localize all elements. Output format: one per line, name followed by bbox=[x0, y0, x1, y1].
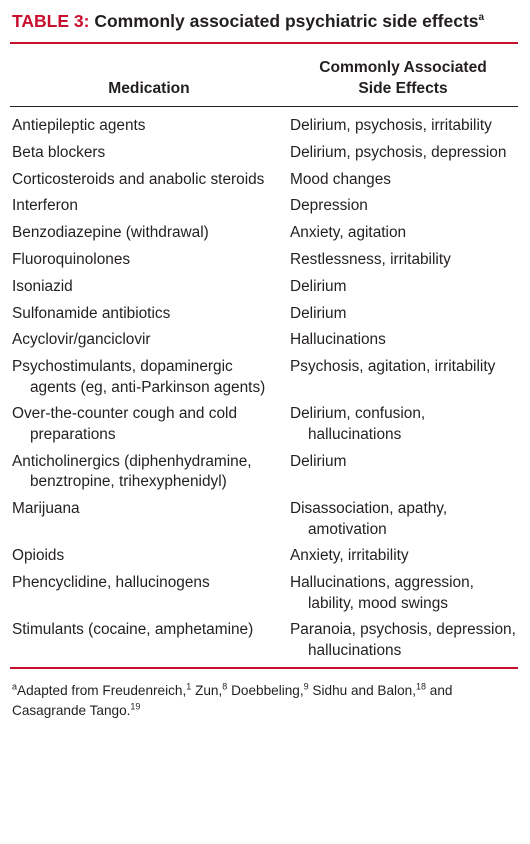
table-row bbox=[10, 277, 518, 304]
medication-cell: Stimulants (cocaine, amphetamine) bbox=[12, 621, 254, 639]
medication-cell: Fluoroquinolones bbox=[12, 250, 131, 268]
side-effects-cell: Delirium, psychosis, irritability bbox=[290, 117, 492, 134]
side-effects-cell: Anxiety, agitation bbox=[290, 224, 407, 242]
side-effects-cell: Delirium, psychosis, depression bbox=[290, 143, 507, 161]
table-row bbox=[10, 546, 518, 573]
medication-cell: Corticosteroids and anabolic steroids bbox=[12, 170, 265, 188]
table-row bbox=[10, 196, 518, 223]
footnote-ref: 1 bbox=[186, 681, 192, 692]
medication-cell: Anticholinergics (diphenhydramine, benztropine, trihexyphenidyl) bbox=[12, 452, 252, 491]
medication-cell: Benzodiazepine (withdrawal) bbox=[12, 224, 209, 242]
footnote-text: Doebbeling, bbox=[227, 683, 304, 699]
header-side-effects bbox=[288, 44, 518, 107]
header-medication: Medication bbox=[108, 80, 190, 97]
table-row bbox=[10, 304, 518, 331]
footnote-text: and Casagrande Tango. bbox=[12, 683, 453, 718]
footnote-marker: a bbox=[12, 681, 18, 692]
table-label: TABLE 3: bbox=[12, 11, 90, 31]
side-effects-cell: Restlessness, irritability bbox=[290, 250, 451, 268]
medication-cell: Interferon bbox=[12, 197, 78, 215]
side-effects-cell: Anxiety, irritability bbox=[290, 547, 409, 565]
footnote-text: Zun, bbox=[191, 683, 223, 699]
table-row bbox=[10, 223, 518, 250]
side-effects-cell: Paranoia, psychosis, depression, hallucinations bbox=[290, 621, 516, 659]
footnote-text: Sidhu and Balon, bbox=[308, 683, 416, 699]
medication-cell: Opioids bbox=[12, 547, 65, 565]
header-side-effects-line2: Side Effects bbox=[358, 80, 448, 97]
table-row bbox=[10, 170, 518, 197]
table-row bbox=[10, 573, 518, 620]
table-row bbox=[10, 620, 518, 665]
table-row bbox=[10, 499, 518, 546]
medication-cell: Phencyclidine, hallucinogens bbox=[12, 574, 210, 592]
medication-cell: Acyclovir/ganciclovir bbox=[12, 331, 151, 349]
table-row bbox=[10, 452, 518, 499]
side-effects-table bbox=[10, 44, 518, 665]
table-title bbox=[10, 10, 518, 32]
header-side-effects-line1: Commonly Associated bbox=[319, 59, 487, 76]
medication-cell: Antiepileptic agents bbox=[12, 117, 146, 134]
side-effects-cell: Disassociation, apathy, amotivation bbox=[290, 500, 448, 538]
table-body bbox=[10, 107, 518, 666]
table-footnote bbox=[10, 669, 518, 720]
title-footnote-marker: a bbox=[478, 12, 485, 24]
table-title-text: Commonly associated psychiatric side effects bbox=[94, 11, 479, 31]
table-row bbox=[10, 143, 518, 170]
table-row bbox=[10, 357, 518, 404]
side-effects-cell: Delirium bbox=[290, 452, 347, 470]
side-effects-cell: Hallucinations, aggression, lability, mood swings bbox=[290, 574, 474, 612]
medication-cell: Isoniazid bbox=[12, 277, 73, 295]
footnote-ref: 18 bbox=[415, 681, 426, 692]
medication-cell: Sulfonamide antibiotics bbox=[12, 304, 171, 322]
table-row bbox=[10, 330, 518, 357]
table-3 bbox=[10, 10, 518, 720]
side-effects-cell: Depression bbox=[290, 197, 368, 215]
side-effects-cell: Delirium, confusion, hallucinations bbox=[290, 405, 426, 443]
footnote-text: Adapted from Freudenreich, bbox=[17, 683, 187, 699]
footnote-ref: 19 bbox=[130, 701, 141, 712]
side-effects-cell: Delirium bbox=[290, 304, 347, 322]
table-row bbox=[10, 404, 518, 451]
header-row bbox=[10, 44, 518, 107]
medication-cell: Marijuana bbox=[12, 500, 80, 518]
side-effects-cell: Psychosis, agitation, irritability bbox=[290, 358, 496, 376]
table-row bbox=[10, 250, 518, 277]
side-effects-cell: Mood changes bbox=[290, 170, 391, 188]
footnote-ref: 8 bbox=[222, 681, 228, 692]
side-effects-cell: Hallucinations bbox=[290, 331, 386, 349]
side-effects-cell: Delirium bbox=[290, 277, 347, 295]
medication-cell: Beta blockers bbox=[12, 143, 106, 161]
medication-cell: Psychostimulants, dopaminergic agents (eg, anti-Parkinson agents) bbox=[12, 358, 266, 396]
footnote-ref: 9 bbox=[303, 681, 309, 692]
table-row bbox=[10, 107, 518, 143]
medication-cell: Over-the-counter cough and cold preparations bbox=[12, 405, 238, 443]
